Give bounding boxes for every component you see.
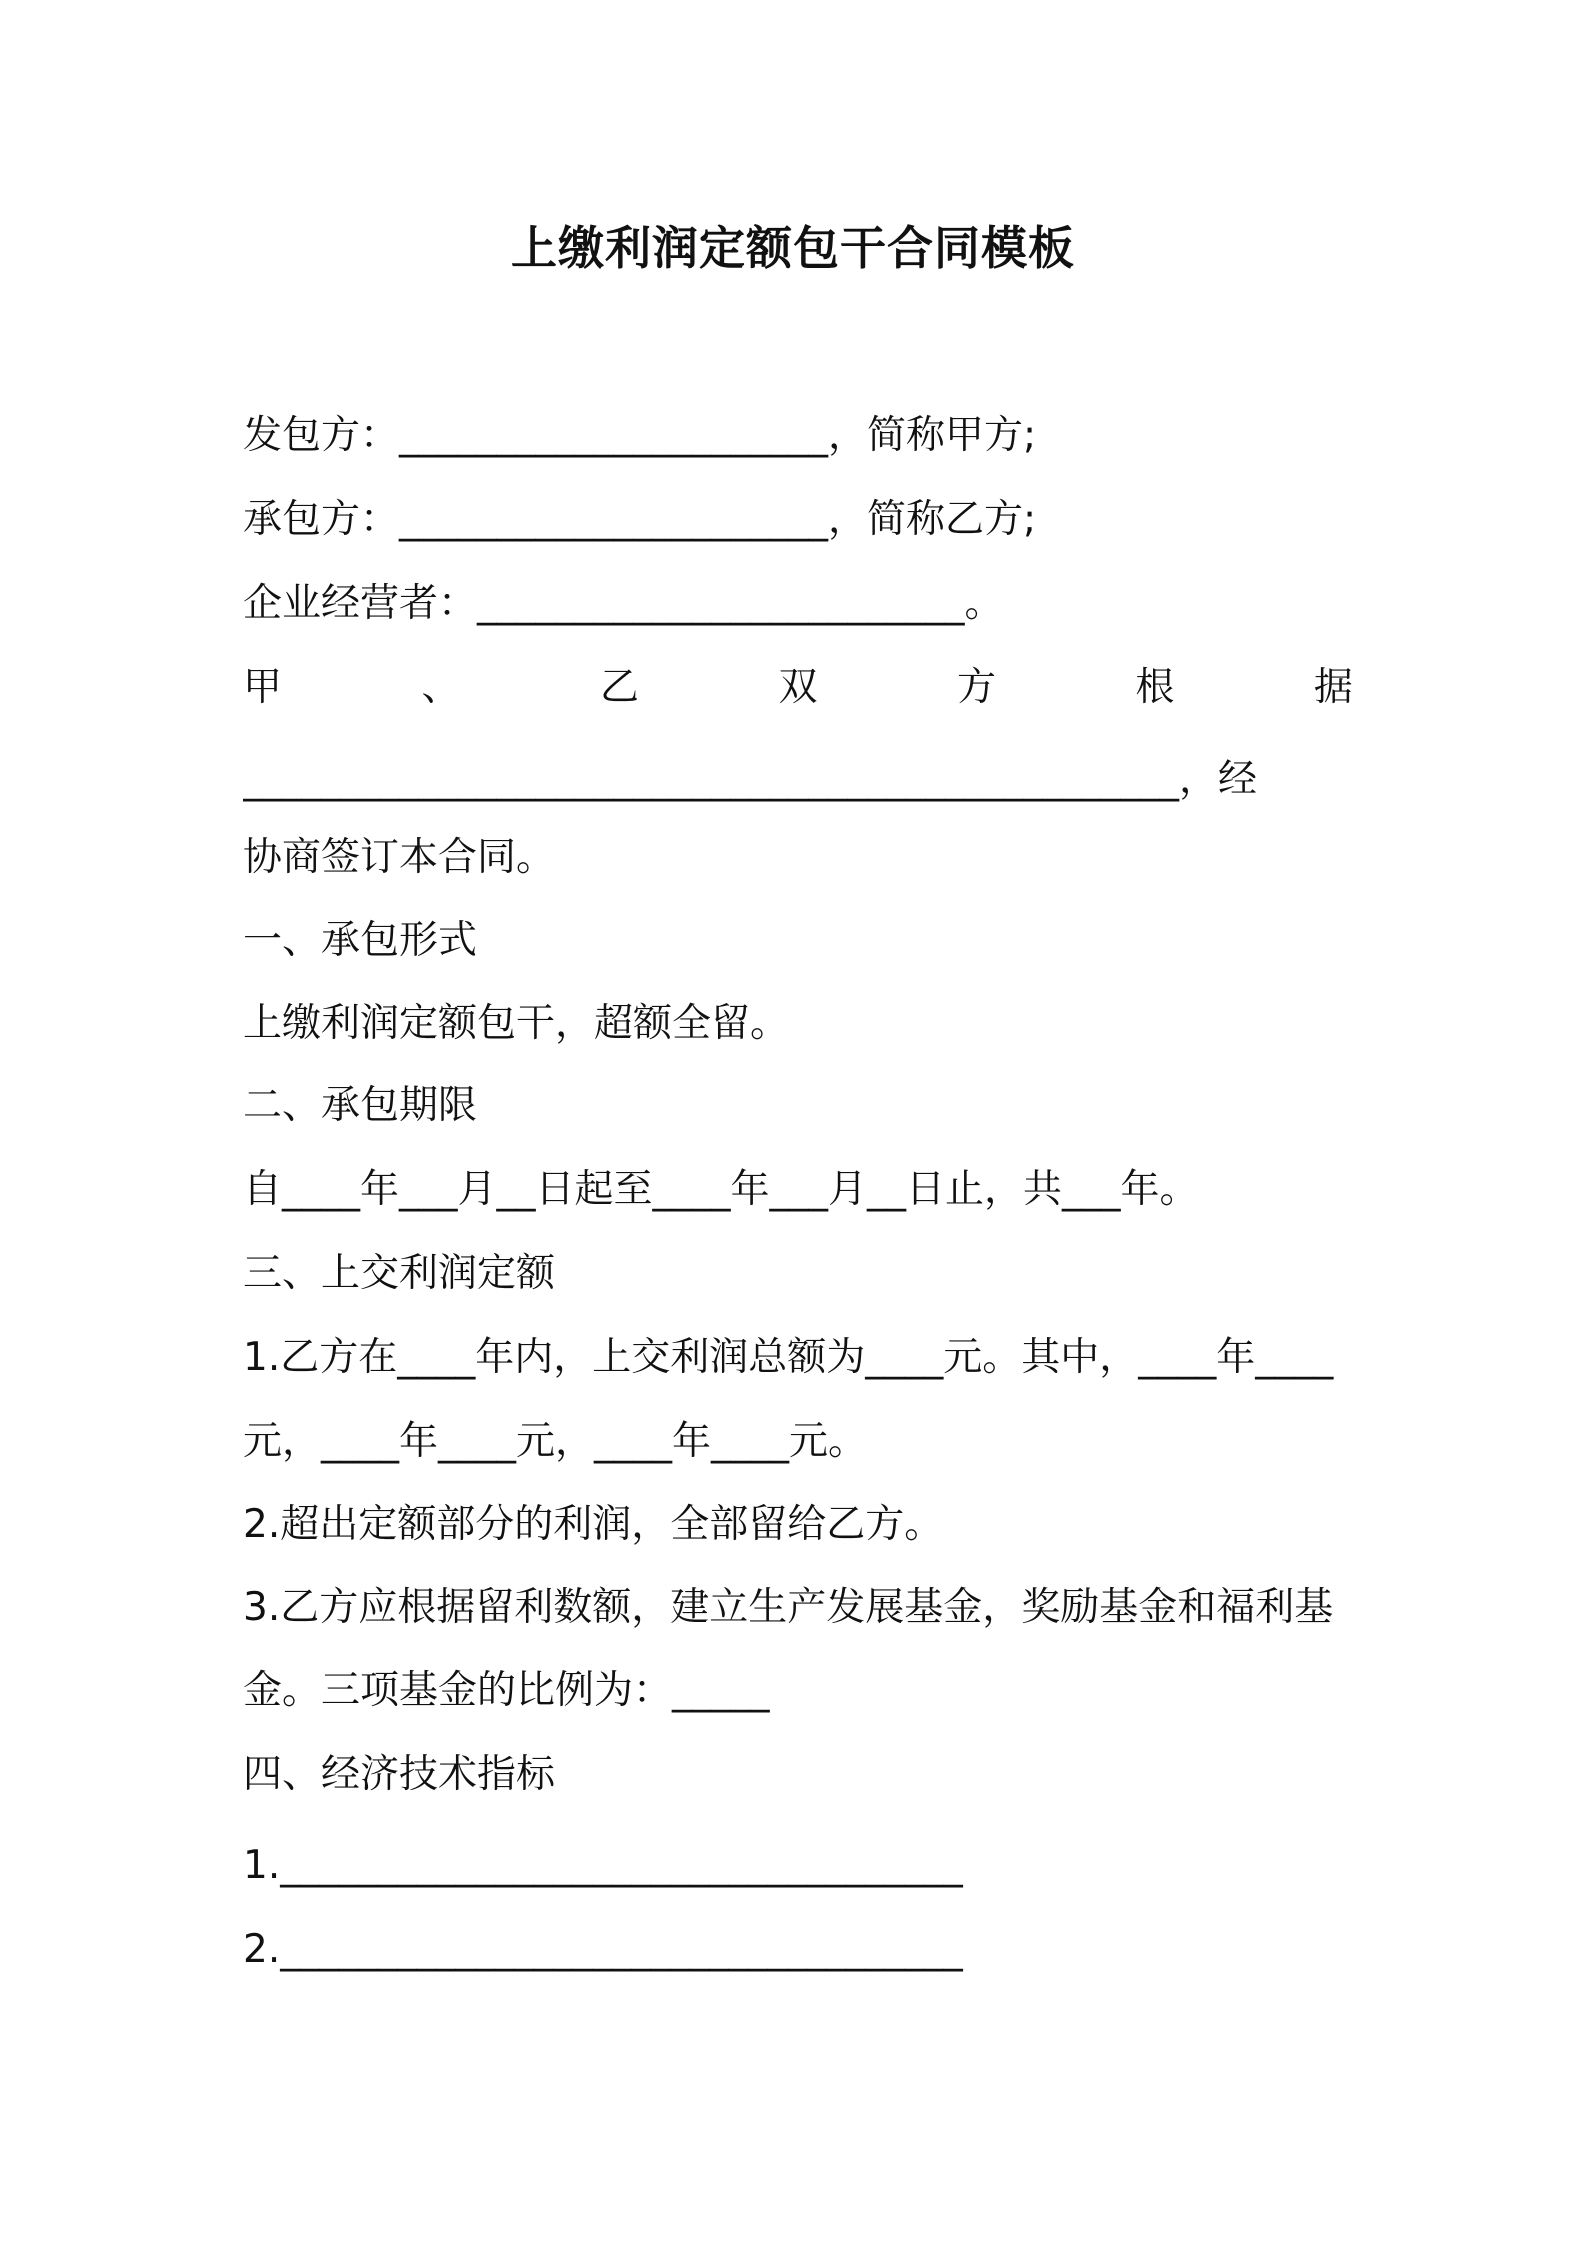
operator-line: 企业经营者：_________________________。 bbox=[243, 581, 1004, 626]
section-3-item-3-cont: 金。三项基金的比例为：_____ bbox=[243, 1668, 770, 1713]
basis-spread-line bbox=[243, 660, 1353, 716]
basis-blank-line: ________________________________________________，经 bbox=[243, 757, 1258, 802]
section-4-heading: 四、经济技术指标 bbox=[243, 1752, 556, 1797]
spread-char: 甲 bbox=[243, 665, 283, 710]
spread-char: 、 bbox=[421, 665, 461, 710]
section-4-item-1: 1.___________________________________ bbox=[243, 1843, 963, 1888]
section-3-item-3: 3.乙方应根据留利数额，建立生产发展基金，奖励基金和福利基 bbox=[243, 1585, 1334, 1630]
spread-char: 方 bbox=[956, 665, 996, 710]
section-3-item-1: 1.乙方在____年内，上交利润总额为____元。其中，____年____ bbox=[243, 1335, 1334, 1380]
section-2-text: 自____年___月__日起至____年___月__日止，共___年。 bbox=[243, 1167, 1199, 1212]
document-title: 上缴利润定额包干合同模板 bbox=[511, 221, 1075, 275]
section-4-item-2: 2.___________________________________ bbox=[243, 1927, 963, 1972]
section-3-heading: 三、上交利润定额 bbox=[243, 1251, 556, 1296]
spread-char: 根 bbox=[1135, 665, 1175, 710]
spread-char: 据 bbox=[1313, 665, 1353, 710]
agreement-line: 协商签订本合同。 bbox=[243, 835, 556, 880]
section-3-item-1-cont: 元，____年____元，____年____元。 bbox=[243, 1419, 868, 1464]
section-1-heading: 一、承包形式 bbox=[243, 918, 478, 963]
party-b-line: 承包方：______________________，简称乙方; bbox=[243, 497, 1037, 542]
section-2-heading: 二、承包期限 bbox=[243, 1083, 478, 1128]
spread-char: 乙 bbox=[599, 665, 639, 710]
section-3-item-2: 2.超出定额部分的利润，全部留给乙方。 bbox=[243, 1502, 944, 1547]
spread-char: 双 bbox=[778, 665, 818, 710]
party-a-line: 发包方：______________________，简称甲方; bbox=[243, 413, 1037, 458]
section-1-text: 上缴利润定额包干，超额全留。 bbox=[243, 1001, 790, 1046]
